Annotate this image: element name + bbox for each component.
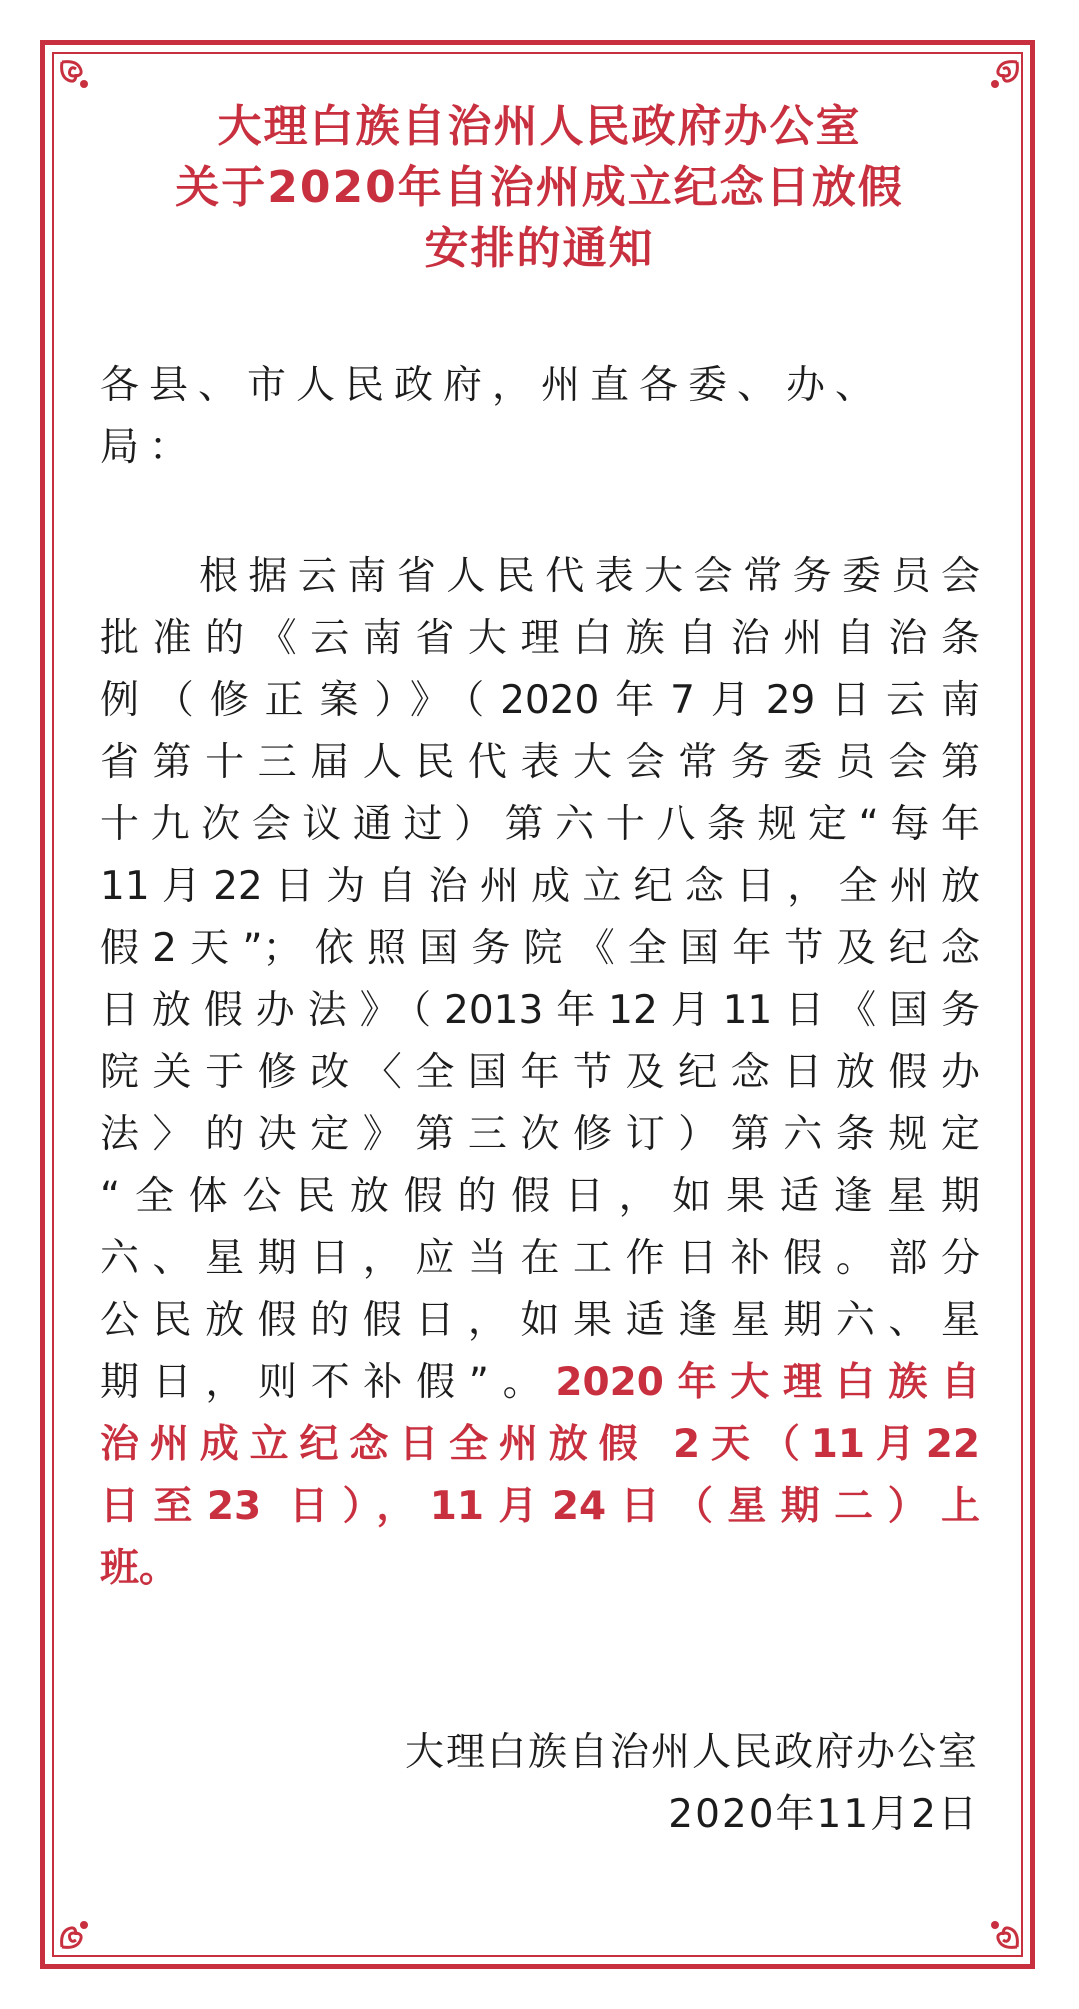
body-line: 根据云南省人民代表大会常务委员会 <box>100 554 980 599</box>
body-line: 日放假办法》（2013年12月11日《国务 <box>100 988 980 1033</box>
title-line-1: 大理白族自治州人民政府办公室 <box>217 101 862 152</box>
body-line: 11月22日为自治州成立纪念日，全州放 <box>100 864 980 909</box>
title-line-2: 关于2020年自治州成立纪念日放假 <box>175 162 904 213</box>
corner-ornament-bottom-right <box>985 1915 1021 1951</box>
body-line: “全体公民放假的假日，如果适逢星期 <box>100 1174 980 1219</box>
body-line: 省第十三届人民代表大会常务委员会第 <box>100 740 980 785</box>
notice-body <box>100 546 980 1600</box>
corner-ornament-top-right <box>985 58 1021 94</box>
body-line: 假2天”；依照国务院《全国年节及纪念 <box>100 926 980 971</box>
body-line: 十九次会议通过）第六十八条规定“每年 <box>100 802 980 847</box>
corner-ornament-top-left <box>58 58 94 94</box>
body-line: 院关于修改〈全国年节及纪念日放假办 <box>100 1050 980 1095</box>
salutation-line-2: 局： <box>100 425 199 470</box>
body-line: 例（修正案）》（2020年7月29日云南 <box>100 678 980 723</box>
body-line-normal-part: 期日，则不补假”。 <box>100 1360 556 1405</box>
holiday-highlight-start: 2020年大理白族自 <box>555 1360 980 1405</box>
holiday-highlight-end: 班。 <box>100 1546 179 1591</box>
title-line-3: 安排的通知 <box>424 223 655 274</box>
corner-ornament-bottom-left <box>58 1915 94 1951</box>
issue-date: 2020年11月2日 <box>668 1792 979 1837</box>
body-line-mixed <box>100 1352 980 1414</box>
issuing-office: 大理白族自治州人民政府办公室 <box>404 1730 979 1775</box>
holiday-highlight-line: 日至23 日），11月24日（星期二）上 <box>100 1484 980 1529</box>
signature-block <box>405 1722 979 1846</box>
body-line: 六、星期日，应当在工作日补假。部分 <box>100 1236 980 1281</box>
holiday-highlight-line: 治州成立纪念日全州放假 2天（11月22 <box>100 1422 980 1467</box>
salutation <box>100 355 980 479</box>
body-line: 法〉的决定》第三次修订）第六条规定 <box>100 1112 980 1157</box>
body-line: 公民放假的假日，如果适逢星期六、星 <box>100 1298 980 1343</box>
salutation-line-1: 各县、市人民政府，州直各委、办、 <box>100 363 885 408</box>
body-line: 批准的《云南省大理白族自治州自治条 <box>100 616 980 661</box>
notice-title <box>60 96 1019 279</box>
